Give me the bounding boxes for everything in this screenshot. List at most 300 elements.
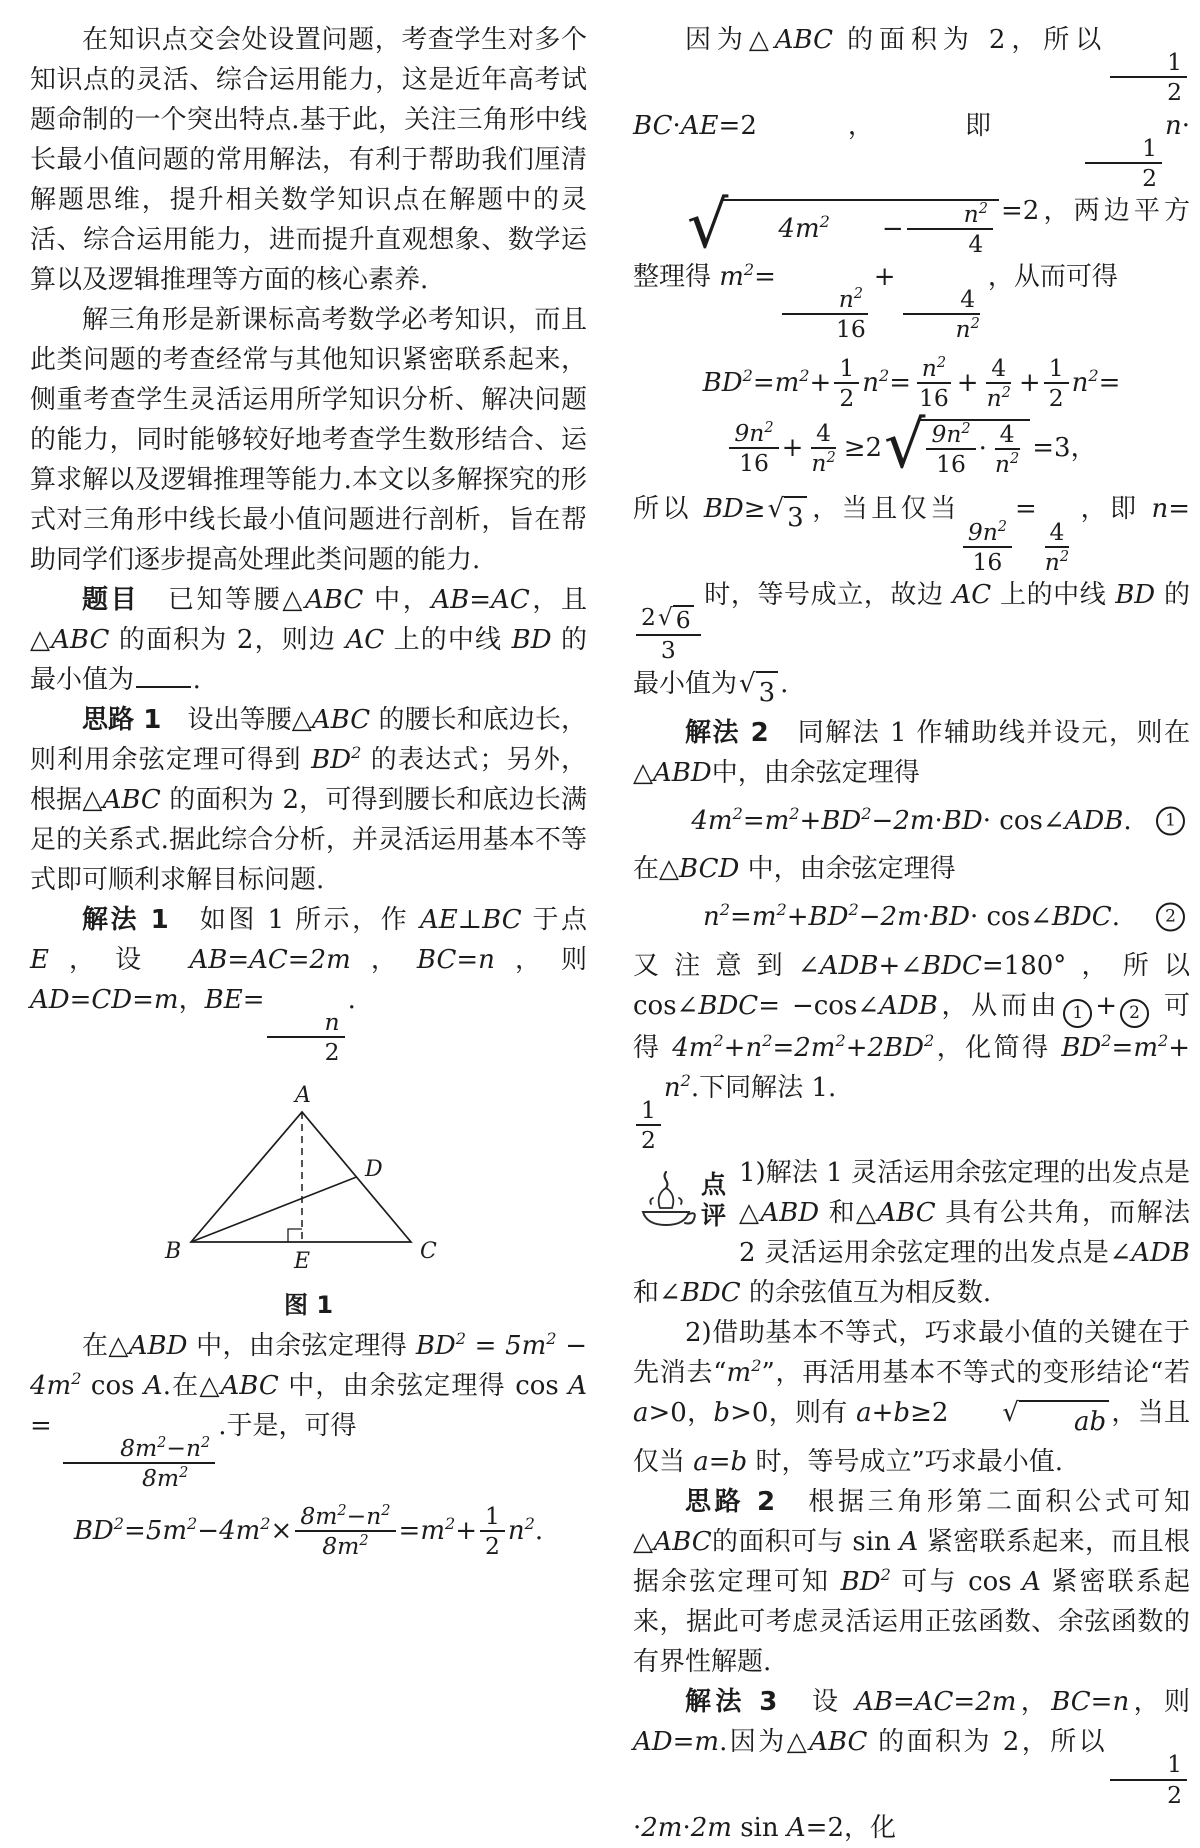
math-run: − [556,1330,587,1361]
equation-number: 2 [1156,903,1185,932]
denominator [899,315,985,342]
square-root [739,668,778,713]
text-run: 上的中线 [991,580,1116,611]
denominator [636,1126,661,1153]
math-run: $5m^2$ [145,1514,198,1547]
math-run: $n^2$ [745,1030,773,1063]
math-run: 2 [1167,1780,1183,1809]
superscript: 2 [924,1030,935,1050]
text-run: . [1111,902,1120,933]
fraction [834,355,859,411]
text-run: ，当且仅当 [808,494,960,525]
math-run: = [889,367,912,398]
denominator [85,1464,193,1491]
math-run: $8m^2$ [142,1464,189,1493]
math-run: $n^2$ [994,450,1020,479]
numerator [907,201,993,230]
fraction [295,1503,395,1559]
math-run: 2m [893,805,935,836]
text-run: ， [686,1398,714,1429]
text-run: 同解法 1 作辅助线并设元，则在 [768,717,1190,748]
text-run: 因为 [685,25,749,55]
superscript: 2 [713,1030,724,1050]
math-run: − [871,805,894,836]
denominator [834,384,859,411]
math-run: b [893,1398,911,1429]
math-run: ADB [819,950,879,981]
superscript: 2 [359,1533,369,1550]
text-run: 于点 [521,905,587,935]
superscript: 2 [260,1514,271,1534]
math-run: $n^2$ [838,285,863,314]
superscript: 2 [1101,1030,1112,1050]
math-run: cos [968,1567,1023,1598]
math-run: AE [419,905,458,935]
superscript: 2 [970,316,980,333]
text-run: . [192,665,201,695]
math-run: $4m^2$ [30,1368,82,1401]
math-run: 1 [1048,353,1064,382]
math-run: n [1151,494,1169,525]
text-run: 1)解法 1 灵活运用余弦定理的出发点是 [739,1158,1190,1189]
math-run: · cos∠ [969,902,1052,933]
math-run: ADB [879,990,938,1021]
math-run: + [871,1398,894,1429]
text-run: 的余弦值互为相反数. [740,1278,992,1309]
text-run: 紧密联系起来，而且根据余弦定理可知 [633,1527,1191,1598]
math-run: A [899,1527,919,1558]
text-run: ，则 [1129,1687,1190,1718]
math-run: + [781,432,804,463]
math-run: = [718,110,741,141]
circled-number: 1 [1063,999,1092,1028]
text-run: 如图 1 所示，作 [168,905,420,935]
math-run: AB=AC=2m [855,1687,1017,1718]
vertex-label-C: C [419,1238,437,1264]
math-run: $BD^2$ [1061,1030,1112,1063]
text-run: 在 [82,1330,109,1361]
math-run: ABC [311,705,371,735]
math-run: · [1181,110,1190,141]
fraction [729,420,778,476]
math-run: $m^2$ [751,900,787,933]
numerator [1045,519,1070,548]
math-run: 2 [324,1038,340,1067]
superscript: 2 [936,354,947,371]
math-run: AC [345,625,385,655]
paragraph [30,700,587,900]
math-run: = [1111,1032,1134,1063]
math-run: ⊥ [457,905,483,935]
math-run: + [809,367,832,398]
math-run: + [455,1516,478,1547]
comment-label: 点评 [701,1170,727,1231]
superscript: 2 [789,803,800,823]
text-run: 中，由余弦定理得 [711,757,920,788]
math-run: = [30,1410,61,1441]
math-run: 2 [1048,383,1064,412]
math-run: AD=m [633,1727,720,1758]
math-run: = [730,902,752,933]
text-run: 的最小值为 [633,580,1191,699]
math-run: 4 [816,418,831,447]
circled-number: 2 [1120,999,1149,1028]
text-run: .下同解法 1. [690,1072,837,1103]
text-run: 的腰长和底边长，则利用余弦定理可得到 [30,705,587,775]
paragraph [633,849,1190,889]
superscript: 2 [455,1328,467,1348]
square-root [635,187,999,263]
math-run: $9n^2$ [967,517,1007,546]
text-run: ，从而由 [937,990,1061,1021]
superscript: 2 [853,286,863,303]
math-run: n [324,1008,340,1037]
math-run: = [1098,367,1121,398]
text-run: ，且 [529,585,587,615]
denominator [1085,164,1162,191]
text-run: 时，等号成立”巧求最小值. [747,1447,1064,1478]
superscript: 2 [179,1465,189,1482]
fraction [1044,355,1069,411]
text-run: ， [178,985,205,1015]
equation-line [703,355,1121,411]
text-run: ，则 [494,945,587,975]
text-run: 在知识点交会处设置问题，考查学生对多个知识点的灵活、综合运用能力，这是近年高考试题命制的一个突出特点.基于此，关注三角形中线长最小值问题的常用解法，有利于帮助我们厘清解题思维，提升相关数学知识点在解题中的灵活、综合运用能力，进而提升直观想象、数学运算以及逻辑推理等方面的核心素养. [30,25,587,295]
math-run: $n^2$ [366,1502,391,1531]
fraction [1085,135,1162,191]
math-run: $n^2$ [955,315,980,344]
math-run: ≥2 [843,432,883,463]
bold-label: 思路 2 [685,1487,776,1518]
median-BD [191,1177,357,1242]
math-run: $2BD^2$ [867,1030,935,1063]
math-run: ABC [809,1727,868,1758]
math-run: · [934,805,943,836]
math-run: 3 [660,636,676,665]
text-run: .因为 [719,1727,787,1758]
text-run: 2，两边平方整理得 [633,196,1190,292]
math-run: 1 [1167,1750,1183,1779]
math-run: $m^2$ [726,1356,762,1389]
answer-blank [136,661,191,688]
text-run: 中， [363,585,432,615]
math-run: $n^2$ [1044,547,1070,576]
math-run: △ [30,625,52,655]
fraction [1110,49,1187,105]
text-run: 2，即 [740,110,1083,141]
math-run: ABD [128,1330,188,1361]
text-run: ，从而可得 [987,261,1118,292]
math-run: > [730,1398,752,1429]
superscript: 2 [187,1514,198,1534]
math-run: · [921,902,930,933]
math-run: ≥2 [910,1398,949,1429]
math-run: BDC [1051,902,1112,933]
math-run: 4 [968,229,984,258]
math-run: · [633,1812,642,1843]
math-run: 2 [485,1532,500,1561]
math-run: $5m^2$ [505,1328,557,1361]
text-run: .在 [162,1370,200,1401]
text-run: 已知等腰 [139,585,283,615]
math-run: $n^2$ [703,900,731,933]
math-run: $BD^2$ [73,1514,125,1547]
radical-sign: √ [884,407,926,483]
math-run: = [466,1330,506,1361]
math-run: △ [633,1527,654,1558]
numerator [1110,1751,1187,1780]
text-run: 的面积为 2，所以 [832,25,1108,55]
math-run: $BD^2$ [415,1328,467,1361]
square-root [884,407,1030,483]
math-run: AB=AC [431,585,530,615]
math-run: − [858,902,881,933]
equation-number: 1 [1156,806,1185,835]
text-run: ，当且仅当 [633,1398,1190,1478]
equation-line [74,1503,543,1559]
fraction [914,355,954,411]
numerator [926,421,975,450]
superscript: 2 [826,450,836,467]
math-run: $n^2$ [1071,365,1099,398]
math-run: $BD^2$ [808,900,859,933]
denominator [968,548,1008,575]
numerator [295,1503,395,1532]
math-run: $n^2$ [185,1433,211,1462]
text-run: 设出等腰 [161,705,292,735]
text-run: ”，再活用基本不等式的变形结论“若 [761,1358,1190,1389]
math-run: $9n^2$ [931,419,971,448]
denominator [268,1038,345,1065]
math-run: A [143,1370,163,1401]
math-run: $n^2$ [986,383,1011,412]
fraction [963,519,1012,575]
radicand [673,605,694,633]
superscript: 2 [878,365,890,385]
paragraph [30,20,587,300]
math-run: BD [1115,580,1156,611]
math-run: 4 [1049,517,1065,546]
math-run: $8m^2$ [300,1502,347,1531]
denominator [806,449,840,476]
superscript: 2 [861,803,872,823]
superscript: 2 [444,1514,456,1534]
math-run: = [124,1516,146,1547]
math-run: a [633,1398,649,1429]
text-run: ， [1016,1687,1052,1718]
math-run: + [956,367,979,398]
text-run: . [534,1516,544,1547]
math-run: △ [82,785,103,815]
math-run: 1 [485,1502,500,1531]
vertex-label-B: B [164,1238,181,1264]
paragraph [30,1326,587,1492]
math-run: △ [291,705,312,735]
math-run: = [754,261,776,292]
math-run: BE= [204,985,265,1015]
paragraph [633,1482,1190,1682]
text-run: 又注意到 [633,950,798,981]
fraction [636,604,701,663]
denominator [914,384,954,411]
text-run: 上的中线 [384,625,512,655]
math-run: ABC [51,625,110,655]
math-run: $m^2$ [420,1514,456,1547]
math-run: · cos∠ [982,805,1065,836]
math-run: E [30,945,49,975]
numerator [267,1009,344,1038]
math-run: ABC [220,1370,279,1401]
display-equation [633,897,1190,938]
math-run: 2m [690,1812,732,1843]
paragraph [633,1682,1190,1848]
superscript: 2 [835,1030,846,1050]
vertex-label-A: A [294,1082,311,1108]
math-run: − [197,1516,220,1547]
superscript: 2 [799,365,810,385]
math-run: ABD [760,1198,820,1229]
numerator [995,421,1020,450]
superscript: 2 [546,1328,557,1348]
numerator [1044,355,1069,384]
superscript: 2 [719,900,731,920]
text-run: .于是，可得 [218,1410,357,1441]
math-run: $n^2$ [507,1514,535,1547]
paragraph [633,20,1190,343]
fraction [990,421,1024,477]
equation-line [691,805,1131,838]
text-run: 的表达式；另外，根据 [30,745,587,815]
fraction [982,355,1016,411]
math-run: △ [659,854,680,885]
math-run: + [786,902,809,933]
superscript: 2 [201,1434,211,1451]
math-run: BC=n [416,945,495,975]
superscript: 2 [819,211,830,231]
superscript: 2 [1010,451,1020,468]
math-run: b [713,1398,731,1429]
text-run: 可与 [890,1567,969,1598]
math-run: △ [748,25,775,55]
math-run: ABC [102,785,161,815]
radical-sign: √ [657,603,673,632]
display-equation [633,801,1190,842]
math-run: A [568,1370,587,1401]
math-run: $BD^2$ [821,803,872,836]
bold-label: 解法 1 [82,905,169,935]
superscript: 2 [157,1434,167,1451]
superscript: 2 [351,743,362,763]
math-run: ∠ [797,950,820,981]
numerator [782,286,868,315]
math-run: sin [852,1527,900,1558]
text-run: 所以 [633,494,704,525]
text-run: ，设 [48,945,190,975]
math-run: − [881,213,904,244]
math-run: 2 [641,1126,656,1155]
fraction [899,286,985,342]
math-run: △ [199,1370,221,1401]
text-run: 紧密联系起来，据此可考虑灵活运用正弦函数、余弦函数的有界性解题. [633,1567,1191,1678]
bold-label: 解法 3 [685,1687,778,1718]
paragraph [633,489,1190,712]
equation-line [703,901,1120,934]
numerator [729,420,778,449]
bold-label: 思路 1 [82,705,162,735]
fraction [907,201,993,257]
text-run: 中，由余弦定理得 [278,1370,516,1401]
paragraph [633,1313,1190,1482]
figure-caption: 图 1 [283,1290,334,1319]
math-run: 4 [999,419,1015,448]
radical-sign: √ [739,668,756,699]
denominator [734,449,774,476]
fraction [480,1503,505,1559]
math-run: + [1168,1032,1191,1063]
superscript: 2 [997,518,1007,535]
paragraph [633,713,1190,793]
superscript: 2 [978,200,988,217]
math-run: 2m [880,902,922,933]
denominator [911,230,988,257]
text-run: ，即 [1077,494,1152,525]
figure-1 [30,1082,587,1320]
text-run: 中，由余弦定理得 [739,854,956,885]
math-run: 2 [839,383,855,412]
math-run: ABC [877,1198,936,1229]
math-run: $m^2$ [1133,1030,1169,1063]
math-run: △ [856,1198,878,1229]
math-run: $8m^2$ [120,1433,167,1462]
denominator [982,384,1016,411]
text-run: 解三角形是新课标高考数学必考知识，而且此类问题的考查经常与其他知识紧密联系起来，侧重考查学生灵活运用所学知识分析、解决问题的能力，同时能够较好地考查学生数形结合、运算求解以及逻辑推理等能力.本文以多解探究的形式对三角形中线长最小值问题进行剖析，旨在帮助同学们逐步提高处理此类问题的能力. [30,305,587,575]
superscript: 2 [743,259,755,279]
radicand [784,496,807,538]
text-run: . [780,668,789,699]
numerator [1085,135,1162,164]
equation-line [726,407,1097,483]
text-run: 的面积为 2，所以 [867,1727,1108,1758]
math-run: BDC [698,990,759,1021]
math-run: AD=CD=m [30,985,179,1015]
math-run: = −cos∠ [758,990,880,1021]
math-run: × [270,1516,293,1547]
text-run: ， [350,945,417,975]
math-run: $9n^2$ [734,418,774,447]
math-run: + [873,261,896,292]
math-run: BDC [922,950,982,981]
math-run: $m^2$ [719,259,755,292]
superscript: 2 [1088,365,1099,385]
math-run: $4m^2$ [219,1514,271,1547]
math-run: BDC [680,1278,741,1309]
math-run: 1 [641,1095,656,1124]
text-run: 2)借助基本不等式，巧求最小值的关键在于先消去“ [633,1318,1190,1389]
radical-sign: √ [687,187,729,263]
math-run: AC [952,580,992,611]
square-root [950,1400,1109,1442]
paragraph [30,300,587,580]
text-run: 设 [777,1687,856,1718]
math-run: ABC [304,585,364,615]
fraction [779,286,871,342]
denominator [1110,78,1187,105]
math-run: +∠ [878,950,923,981]
superscript: 2 [1059,548,1070,565]
math-run: ADB [1131,1238,1190,1269]
math-run: BC [482,905,522,935]
math-run: BCD [679,854,740,885]
